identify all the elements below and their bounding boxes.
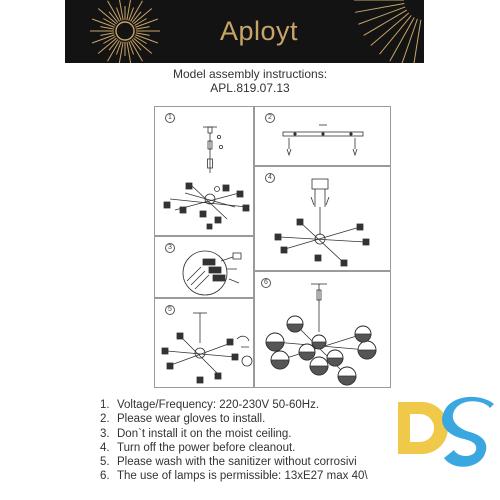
step-number: 4 (265, 173, 275, 183)
header-banner (65, 0, 424, 63)
model-code: APL.819.07.13 (210, 81, 290, 95)
item-number: 2. (100, 413, 110, 426)
item-number: 4. (100, 441, 110, 454)
list-item (100, 469, 368, 483)
ds-logo-icon (392, 396, 496, 478)
list-item (100, 441, 368, 455)
step-panel-2 (254, 106, 391, 166)
step-panel-1 (154, 106, 254, 236)
brand-name: Aployt (220, 16, 299, 46)
item-text: Voltage/Frequency: 220-230V 50-60Hz. (117, 399, 320, 411)
step-panel-4 (254, 166, 391, 271)
item-text: Please wear gloves to install. (117, 413, 266, 426)
step-panel-3 (154, 236, 254, 298)
step-panel-5 (154, 298, 254, 388)
assembled-chandelier-drawing (255, 272, 392, 389)
step-panel-6 (254, 271, 391, 388)
shade-install-drawing (155, 299, 255, 389)
item-text: Please wash with the sanitizer without corrosivi (117, 456, 357, 469)
item-text: Don`t install it on the moist ceiling. (117, 427, 292, 440)
document-title (0, 67, 500, 95)
step-number: 3 (165, 243, 175, 253)
list-item (100, 412, 368, 426)
chandelier-exploded-drawing (155, 107, 255, 237)
frame-wiring-drawing (255, 167, 392, 272)
item-number: 6. (100, 470, 110, 483)
step-number: 1 (165, 113, 175, 123)
list-item (100, 427, 368, 441)
item-number: 1. (100, 399, 110, 411)
item-number: 3. (100, 427, 110, 440)
ceiling-plate-drawing (255, 107, 392, 167)
item-number: 5. (100, 456, 110, 469)
item-text: The use of lamps is permissible: 13xE27 max 40\ (117, 470, 368, 483)
list-item (100, 398, 368, 412)
wire-connector-drawing (155, 237, 255, 299)
item-text: Turn off the power before cleanout. (117, 441, 296, 454)
step-number: 5 (165, 305, 175, 315)
step-number: 6 (261, 278, 271, 288)
list-item (100, 455, 368, 469)
assembly-diagram (154, 106, 391, 388)
instruction-list (100, 398, 368, 484)
doc-title: Model assembly instructions: (172, 67, 328, 81)
step-number: 2 (265, 113, 275, 123)
